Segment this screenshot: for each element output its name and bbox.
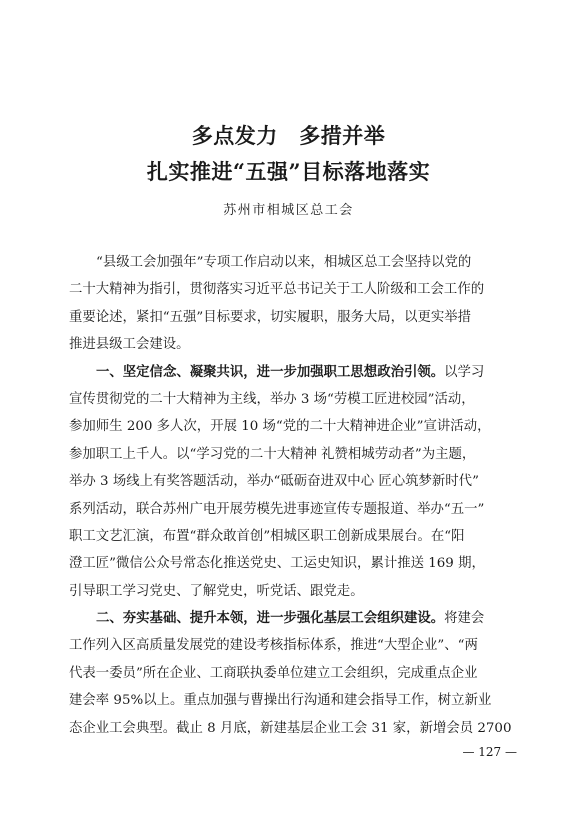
section-1-first-line bbox=[69, 359, 515, 386]
title-line-1: 多点发力 多措并举 bbox=[191, 123, 386, 148]
paragraph-line: 宣传贯彻党的二十大精神为主线，举办 3 场“劳模工匠进校园”活动， bbox=[69, 391, 475, 407]
paragraph-line: 代表一委员”所在企业、工商联执委单位建立工会组织，完成重点企业 bbox=[69, 665, 478, 681]
section-2-first-line-rest: 将建会 bbox=[444, 611, 485, 627]
page-number: — 127 — bbox=[462, 745, 517, 759]
paragraph-line: 引导职工学习党史、了解党史，听党话、跟党走。 bbox=[69, 583, 364, 599]
article-body bbox=[69, 249, 515, 742]
paragraph-line: “县级工会加强年”专项工作启动以来，相城区总工会坚持以党的 bbox=[96, 255, 472, 270]
section-1-first-line-rest: 以学习 bbox=[444, 364, 485, 380]
paragraph-line: 重要论述，紧扣“五强”目标要求，切实履职，服务大局，以更实举措 bbox=[69, 309, 472, 325]
paragraph-line: 推进县级工会建设。 bbox=[69, 337, 190, 353]
paragraph-line: 态企业工会典型。截止 8 月底，新建基层企业工会 31 家，新增会员 2700 bbox=[69, 720, 512, 736]
paragraph-line: 参加师生 200 多人次，开展 10 场“党的二十大精神进企业”宣讲活动， bbox=[69, 419, 491, 435]
paragraph-line: 举办 3 场线上有奖答题活动，举办“砥砺奋进双中心 匠心筑梦新时代” bbox=[69, 474, 479, 490]
section-2-first-line bbox=[69, 605, 515, 632]
organization-name: 苏州市相城区总工会 bbox=[223, 203, 354, 218]
paragraph-line: 建会率 95%以上。重点加强与曹操出行沟通和建会指导工作，树立新业 bbox=[69, 693, 492, 709]
section-1-heading: 一、坚定信念、凝聚共识，进一步加强职工思想政治引领。 bbox=[96, 363, 445, 380]
paragraph-line: 系列活动，联合苏州广电开展劳模先进事迹宣传专题报道、举办“五一” bbox=[69, 501, 485, 517]
paragraph-line: 职工文艺汇演，布置“群众敢首创”相城区职工创新成果展台。在“阳 bbox=[69, 528, 465, 544]
paragraph-line: 澄工匠”微信公众号常态化推送党史、工运史知识，累计推送 169 期， bbox=[69, 556, 485, 572]
paragraph-line: 二十大精神为指引，贯彻落实习近平总书记关于工人阶级和工会工作的 bbox=[69, 282, 485, 298]
paragraph-line: 参加职工上千人。以“学习党的二十大精神 礼赞相城劳动者”为主题， bbox=[69, 446, 476, 462]
section-2-heading: 二、夯实基础、提升本领，进一步强化基层工会组织建设。 bbox=[96, 610, 445, 627]
paragraph-line: 工作列入区高质量发展党的建设考核指标体系，推进“大型企业”、“两 bbox=[69, 638, 478, 654]
title-line-2: 扎实推进“五强”目标落地落实 bbox=[146, 159, 431, 184]
